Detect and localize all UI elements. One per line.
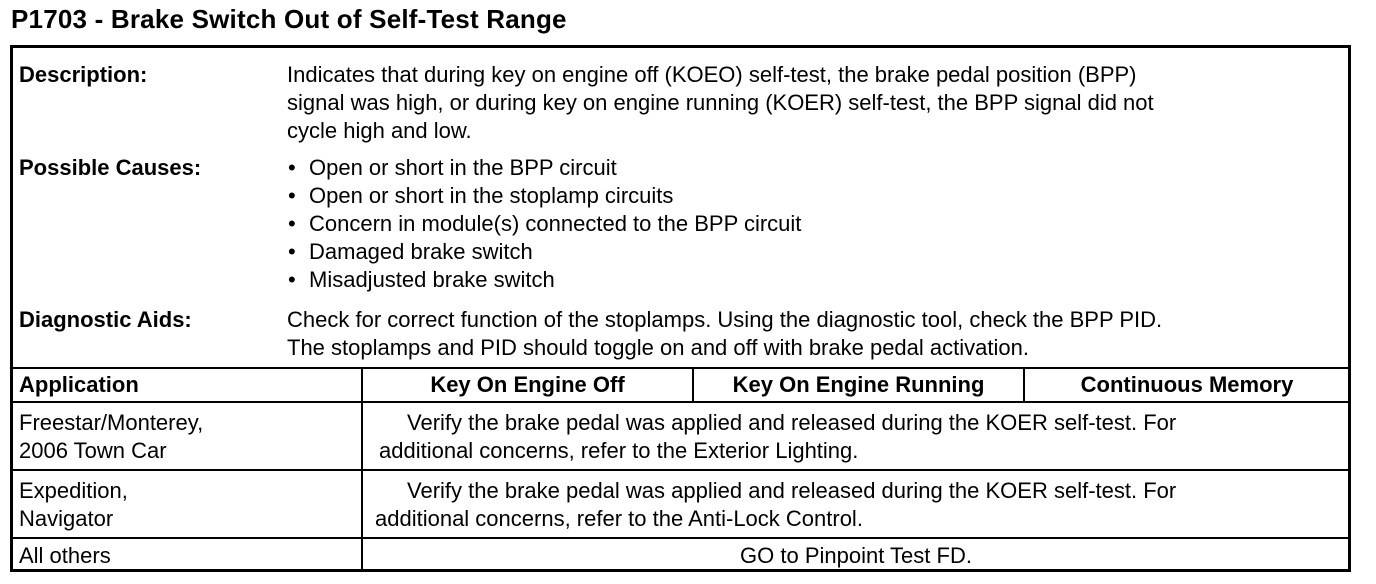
cause-item: • Concern in module(s) connected to the BPP circuit (309, 210, 801, 238)
header-continuous-memory: Continuous Memory (1080, 372, 1294, 397)
row-action: additional concerns, refer to the Anti-Lock Control. (375, 506, 863, 531)
description-line: Indicates that during key on engine off (KOEO) self-test, the brake pedal position (BPP) (287, 62, 1137, 87)
row-action: Verify the brake pedal was applied and released during the KOER self-test. For (407, 410, 1177, 435)
table-divider (12, 469, 1349, 471)
row-action: additional concerns, refer to the Exterior Lighting. (379, 438, 859, 463)
cause-item: • Misadjusted brake switch (309, 266, 555, 294)
table-divider (12, 537, 1349, 539)
row-action: Verify the brake pedal was applied and released during the KOER self-test. For (407, 478, 1177, 503)
row-application: 2006 Town Car (19, 438, 167, 463)
header-koer: Key On Engine Running (732, 372, 985, 397)
page-title: P1703 - Brake Switch Out of Self-Test Range (11, 4, 567, 34)
cause-item: • Damaged brake switch (309, 238, 533, 266)
cause-item: • Open or short in the stoplamp circuits (309, 182, 673, 210)
row-action: GO to Pinpoint Test FD. (740, 543, 972, 568)
header-koeo: Key On Engine Off (430, 372, 625, 397)
description-line: signal was high, or during key on engine running (KOER) self-test, the BPP signal did not (287, 90, 1154, 115)
row-application: Expedition, (19, 478, 128, 503)
description-line: cycle high and low. (287, 118, 472, 143)
cause-item: • Open or short in the BPP circuit (309, 154, 617, 182)
row-application: Navigator (19, 506, 114, 531)
header-application: Application (19, 372, 139, 397)
table-divider (12, 401, 1349, 403)
table-divider (12, 367, 1349, 369)
diagnostic-aids-label: Diagnostic Aids: (19, 307, 192, 332)
diagnostic-aids-line: Check for correct function of the stoplamps. Using the diagnostic tool, check the BPP PID. (287, 307, 1163, 332)
diagnostic-aids-line: The stoplamps and PID should toggle on and off with brake pedal activation. (287, 335, 1029, 360)
description-label: Description: (19, 62, 148, 87)
possible-causes-label: Possible Causes: (19, 155, 202, 180)
row-application: All others (19, 543, 111, 568)
row-application: Freestar/Monterey, (19, 410, 204, 435)
